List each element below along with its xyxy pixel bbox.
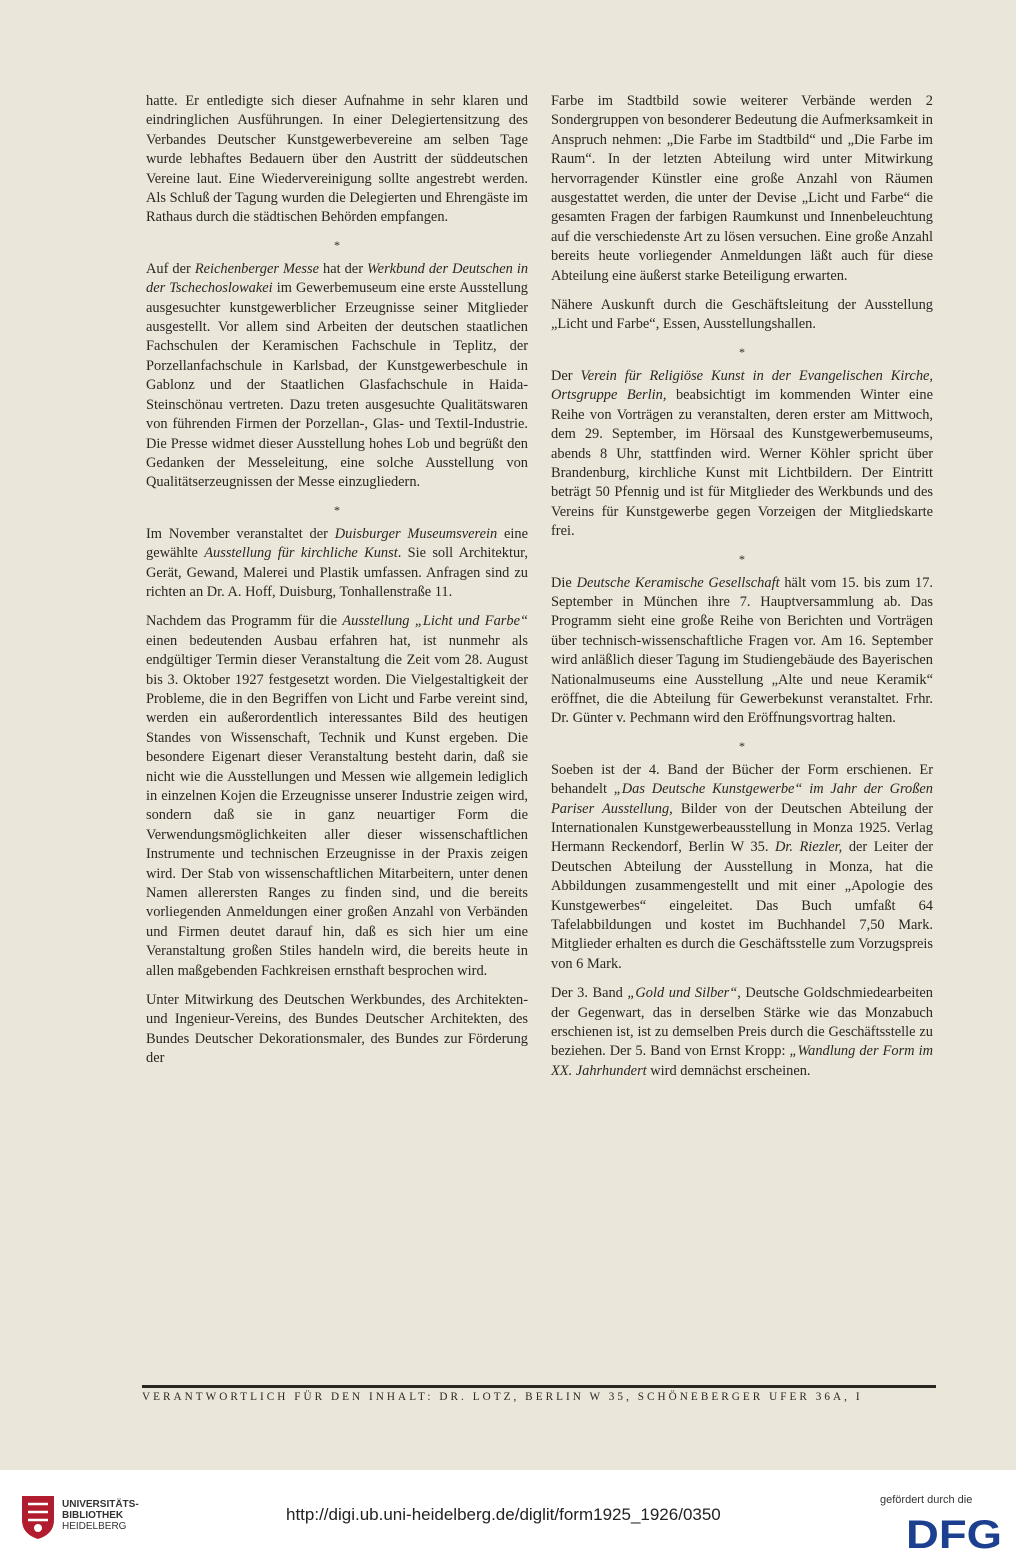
right-column bbox=[551, 92, 933, 1091]
permalink-url[interactable]: http://digi.ub.uni-heidelberg.de/diglit/form1925_1926/0350 bbox=[286, 1505, 721, 1524]
paragraph: Die Deutsche Keramische Gesellschaft hält vom 15. bis zum 17. September in München ihre 7. Hauptversammlung ab. Das Programm sieht eine große Reihe von Berichten und Vorträgen über technisch-wissenschaftliche Fragen vor. Am 16. September wird anläßlich dieser Tagung im Studiengebäude des Bayerischen Nationalmuseums eine Ausstellung „Alte und neue Keramik“ eröffnet, die die Abteilung für Gewerbekunst veranstaltet. Frhr. Dr. Günter v. Pechmann wird den Eröffnungsvortrag halten. bbox=[551, 574, 933, 727]
funded-by-label: gefördert durch die bbox=[880, 1494, 973, 1506]
paragraph: Soeben ist der 4. Band der Bücher der Form erschienen. Er behandelt „Das Deutsche Kunstgewerbe“ im Jahr der Großen Pariser Ausstellung, Bilder von der Deutschen Abteilung der Internationalen Kunstgewerbeausstellung in Monza 1925. Verlag Hermann Reckendorf, Berlin W 35. Dr. Riezler, der Leiter der Deutschen Abteilung der Ausstellung in Monza, hat die Abbildungen zusammengestellt und mit einer „Apologie des Kunstgewerbes“ eingeleitet. Das Buch umfaßt 64 Tafelabbildungen und kostet im Buchhandel 7,50 Mark. Mitglieder erhalten es durch die Geschäftsstelle zum Vorzugspreis von 6 Mark. bbox=[551, 761, 934, 972]
paragraph: hatte. Er entledigte sich dieser Aufnahme in sehr klaren und eindringlichen Ausführungen. In einer Delegiertensitzung des Verbandes Deutscher Kunstgewerbevereine am selben Tage wurde lebhaftes Bedauern über den Austritt der süddeutschen Vereine laut. Eine Wiedervereinigung sollte angestrebt werden. Als Schluß der Tagung wurden die Delegierten und Ehrengäste im Rathaus durch die städtischen Behörden empfangen. bbox=[146, 93, 528, 226]
section-separator: * bbox=[334, 502, 340, 517]
section-separator: * bbox=[739, 738, 745, 753]
section-separator: * bbox=[739, 344, 745, 359]
university-seal-icon bbox=[20, 1494, 56, 1540]
paragraph: Auf der Reichenberger Messe hat der Werkbund der Deutschen in der Tschechoslowakei im Gewerbemuseum eine erste Ausstellung ausgesuchter kunstgewerblicher Erzeugnisse seiner Mitglieder ausgestellt. Vor allem sind Arbeiten der deutschen staatlichen Fachschulen der Keramischen Fachschule in Teplitz, der Porzellanfachschule in Karlsbad, der Kunstgewerbeschule in Gablonz und der Staatlichen Glasfachschule in Haida-Steinschönau vertreten. Dazu treten ausgesuchte Qualitätswaren von führenden Firmen der Porzellan-, Glas- und Textil-Industrie. Die Presse widmet dieser Ausstellung hohes Lob und begrüßt den Gedanken der Messeleitung, eine solche Ausstellung von Qualitätserzeugnissen der Messe einzugliedern. bbox=[146, 260, 529, 491]
section-separator: * bbox=[334, 237, 340, 252]
paragraph: Nachdem das Programm für die Ausstellung „Licht und Farbe“ einen bedeutenden Ausbau erfahren hat, ist nunmehr als endgültiger Termin dieser Veranstaltung die Zeit vom 28. August bis 3. Oktober 1927 festgesetzt worden. Die Vielgestaltigkeit der Probleme, die in den Begriffen von Licht und Farbe vereint sind, werden ein außerordentlich interessantes Bild des heutigen Standes von Wissenschaft, Technik und Kunst ergeben. Die besondere Eigenart dieser Veranstaltung besteht darin, daß sie nicht wie die Ausstellungen und Messen wie allgemein lediglich in einzelnen Kojen die Erzeugnisse unserer Industrie zeigen wird, sondern daß sie in ganz neuartiger Form die Verwendungsmöglichkeiten aller dieser wissenschaftlichen Instrumente und technischen Erzeugnisse in der Praxis zeigen wird. Der Stab von wissenschaftlichen Mitarbeitern, unter denen Namen allerersten Ranges zu finden sind, und die bereits vorliegenden Anmeldungen einer großen Anzahl von Verbänden und Firmen deutet darauf hin, daß es sich hier um eine Veranstaltung großen Stiles handeln wird, die bereits heute in allen maßgebenden Fachkreisen ernsthaft besprochen wird. bbox=[146, 613, 528, 979]
paragraph: Nähere Auskunft durch die Geschäftsleitung der Ausstellung „Licht und Farbe“, Essen, Ausstellungshallen. bbox=[551, 297, 933, 333]
dfg-logo-icon bbox=[906, 1515, 1004, 1551]
paragraph: Unter Mitwirkung des Deutschen Werkbundes, des Architekten- und Ingenieur-Vereins, des Bundes Deutscher Architekten, des Bundes Deutscher Dekorationsmaler, des Bundes zur Förderung der bbox=[146, 992, 528, 1067]
paragraph: Im November veranstaltet der Duisburger Museumsverein eine gewählte Ausstellung für kirchliche Kunst. Sie soll Architektur, Gerät, Gewand, Malerei und Plastik umfassen. Anfragen sind zu richten an Dr. A. Hoff, Duisburg, Tonhallenstraße 11. bbox=[146, 525, 528, 600]
section-separator: * bbox=[739, 551, 745, 566]
paragraph: Der 3. Band „Gold und Silber“, Deutsche Goldschmiedearbeiten der Gegenwart, das in derselben Stärke wie das Monzabuch erschienen ist, ist zu demselben Preis durch die Geschäftsstelle zu beziehen. Der 5. Band von Ernst Kropp: „Wandlung der Form im XX. Jahrhundert wird demnächst erscheinen. bbox=[551, 985, 933, 1079]
svg-text:DFG: DFG bbox=[906, 1515, 1002, 1551]
footer-imprint: VERANTWORTLICH FÜR DEN INHALT: DR. LOTZ, BERLIN W 35, SCHÖNEBERGER UFER 36A, I bbox=[142, 1391, 863, 1403]
paragraph: Der Verein für Religiöse Kunst in der Evangelischen Kirche, Ortsgruppe Berlin, beabsichtigt im kommenden Winter eine Reihe von Vorträgen zu veranstalten, deren erster am Mittwoch, dem 29. September, im Hörsaal des Kunstgewerbemuseums, abends 8 Uhr, stattfinden wird. Werner Köhler spricht über Brandenburg, kirchliche Kunst mit Lichtbildern. Der Eintritt beträgt 50 Pfennig und ist für Mitglieder des Werkbunds und des Vereins für Kunstgewerbe gegen Vorzeigen der Mitgliedskarte frei. bbox=[551, 367, 933, 540]
left-column bbox=[146, 92, 528, 1079]
footer-rule bbox=[142, 1385, 936, 1388]
library-name: UNIVERSITÄTS- BIBLIOTHEK HEIDELBERG bbox=[62, 1499, 139, 1532]
paragraph: Farbe im Stadtbild sowie weiterer Verbände werden 2 Sondergruppen von besonderer Bedeutung die Aufmerksamkeit in Anspruch nehmen: „Die Farbe im Stadtbild“ und „Die Farbe im Raum“. In der letzten Abteilung wird unter Mitwirkung hervorragender Künstler eine große Anzahl von Räumen ausgestattet werden, die unter der Devise „Licht und Farbe“ die gesamten Fragen der farbigen Raumkunst und Innenbeleuchtung auf die verschiedenste Art zu lösen versuchen. Eine große Anzahl bereits heute vorliegender Anmeldungen läßt auch für diese Abteilung eine äußerst starke Beteiligung erwarten. bbox=[551, 93, 933, 284]
